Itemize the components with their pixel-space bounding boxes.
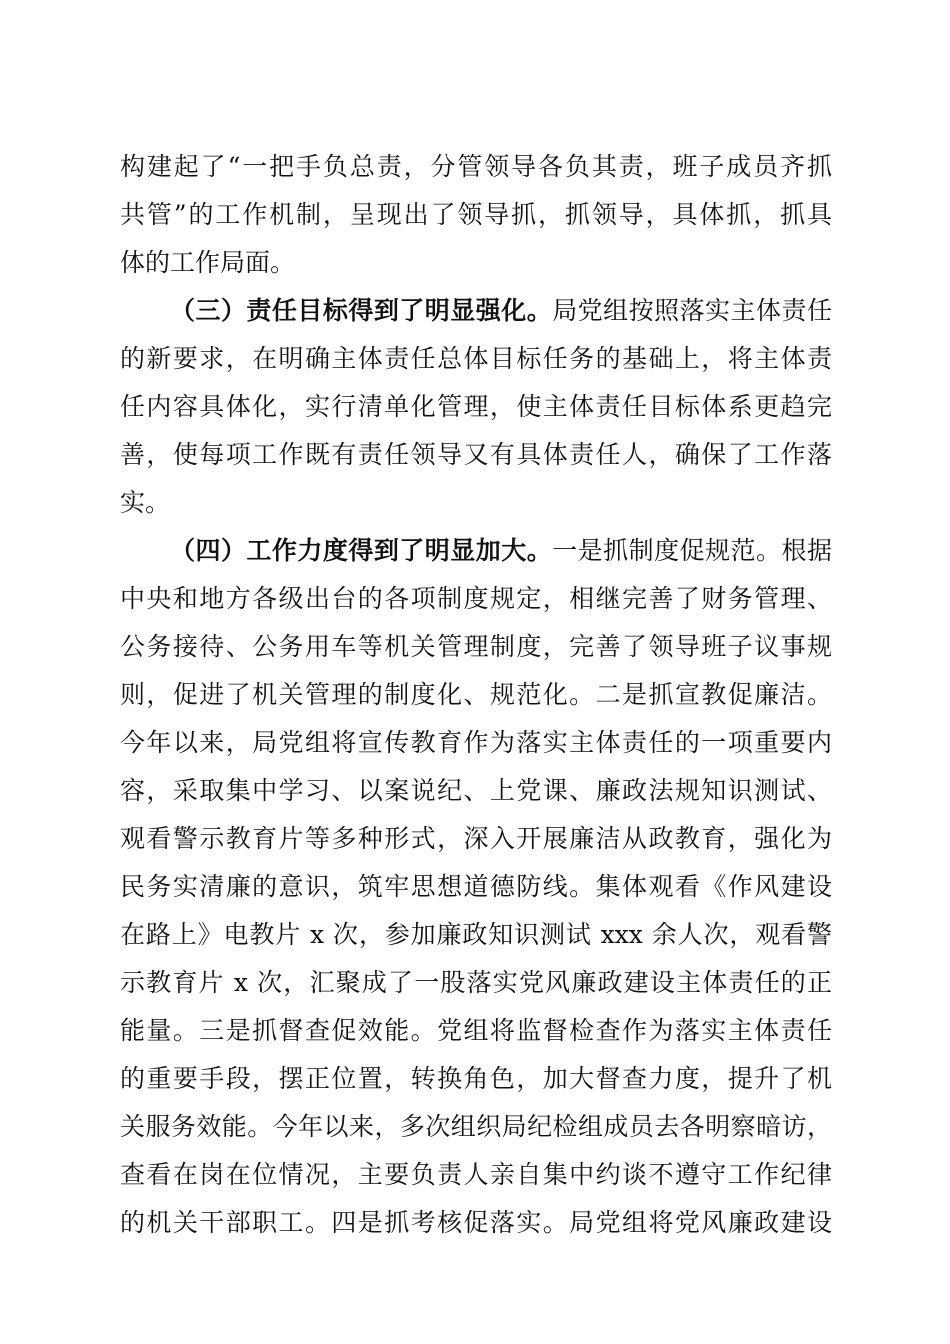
paragraph-2-line-2: 的新要求，在明确主体责任总体目标任务的基础上，将主体责 xyxy=(120,344,832,373)
paragraph-3-line-7: 观看警示教育片等多种形式，深入开展廉洁从政教育，强化为 xyxy=(120,824,832,853)
paragraph-3-line-5: 今年以来，局党组将宣传教育作为落实主体责任的一项重要内 xyxy=(120,728,832,757)
paragraph-2-line-5: 实。 xyxy=(120,488,171,517)
paragraph-3-line-1 xyxy=(170,531,832,571)
paragraph-3-line-15: 的机关干部职工。四是抓考核促落实。局党组将党风廉政建设 xyxy=(120,1208,832,1237)
paragraph-3-heading: （四）工作力度得到了明显加大。 xyxy=(170,536,553,565)
paragraph-3-line-6: 容，采取集中学习、以案说纪、上党课、廉政法规知识测试、 xyxy=(120,776,832,805)
paragraph-1-line-3: 体的工作局面。 xyxy=(120,248,296,277)
paragraph-2-line-1 xyxy=(170,291,832,331)
paragraph-3-line-1-text: 一是抓制度促规范。根据 xyxy=(552,536,832,565)
paragraph-3-line-13: 关服务效能。今年以来，多次组织局纪检组成员去各明察暗访， xyxy=(120,1112,832,1141)
paragraph-2-line-4: 善，使每项工作既有责任领导又有具体责任人，确保了工作落 xyxy=(120,440,832,469)
paragraph-3-line-3: 公务接待、公务用车等机关管理制度，完善了领导班子议事规 xyxy=(120,632,832,661)
paragraph-3-line-14: 查看在岗在位情况，主要负责人亲自集中约谈不遵守工作纪律 xyxy=(120,1160,832,1189)
paragraph-2-heading: （三）责任目标得到了明显强化。 xyxy=(170,296,553,325)
paragraph-1-line-2: 共管”的工作机制，呈现出了领导抓，抓领导，具体抓，抓具 xyxy=(120,200,832,229)
paragraph-3-line-11: 能量。三是抓督查促效能。党组将监督检查作为落实主体责任 xyxy=(120,1016,832,1045)
paragraph-2-line-3: 任内容具体化，实行清单化管理，使主体责任目标体系更趋完 xyxy=(120,392,832,421)
paragraph-3-line-2: 中央和地方各级出台的各项制度规定，相继完善了财务管理、 xyxy=(120,584,832,613)
paragraph-1-line-1: 构建起了“一把手负总责，分管领导各负其责，班子成员齐抓 xyxy=(120,152,832,181)
paragraph-3-line-8: 民务实清廉的意识，筑牢思想道德防线。集体观看《作风建设 xyxy=(120,872,832,901)
paragraph-3-line-10: 示教育片 x 次，汇聚成了一股落实党风廉政建设主体责任的正 xyxy=(120,968,832,997)
paragraph-3-line-12: 的重要手段，摆正位置，转换角色，加大督查力度，提升了机 xyxy=(120,1064,832,1093)
paragraph-3-line-4: 则，促进了机关管理的制度化、规范化。二是抓宣教促廉洁。 xyxy=(120,680,832,709)
paragraph-3-line-9: 在路上》电教片 x 次，参加廉政知识测试 xxx 余人次，观看警 xyxy=(120,920,832,949)
paragraph-2-line-1-text: 局党组按照落实主体责任 xyxy=(552,296,832,325)
